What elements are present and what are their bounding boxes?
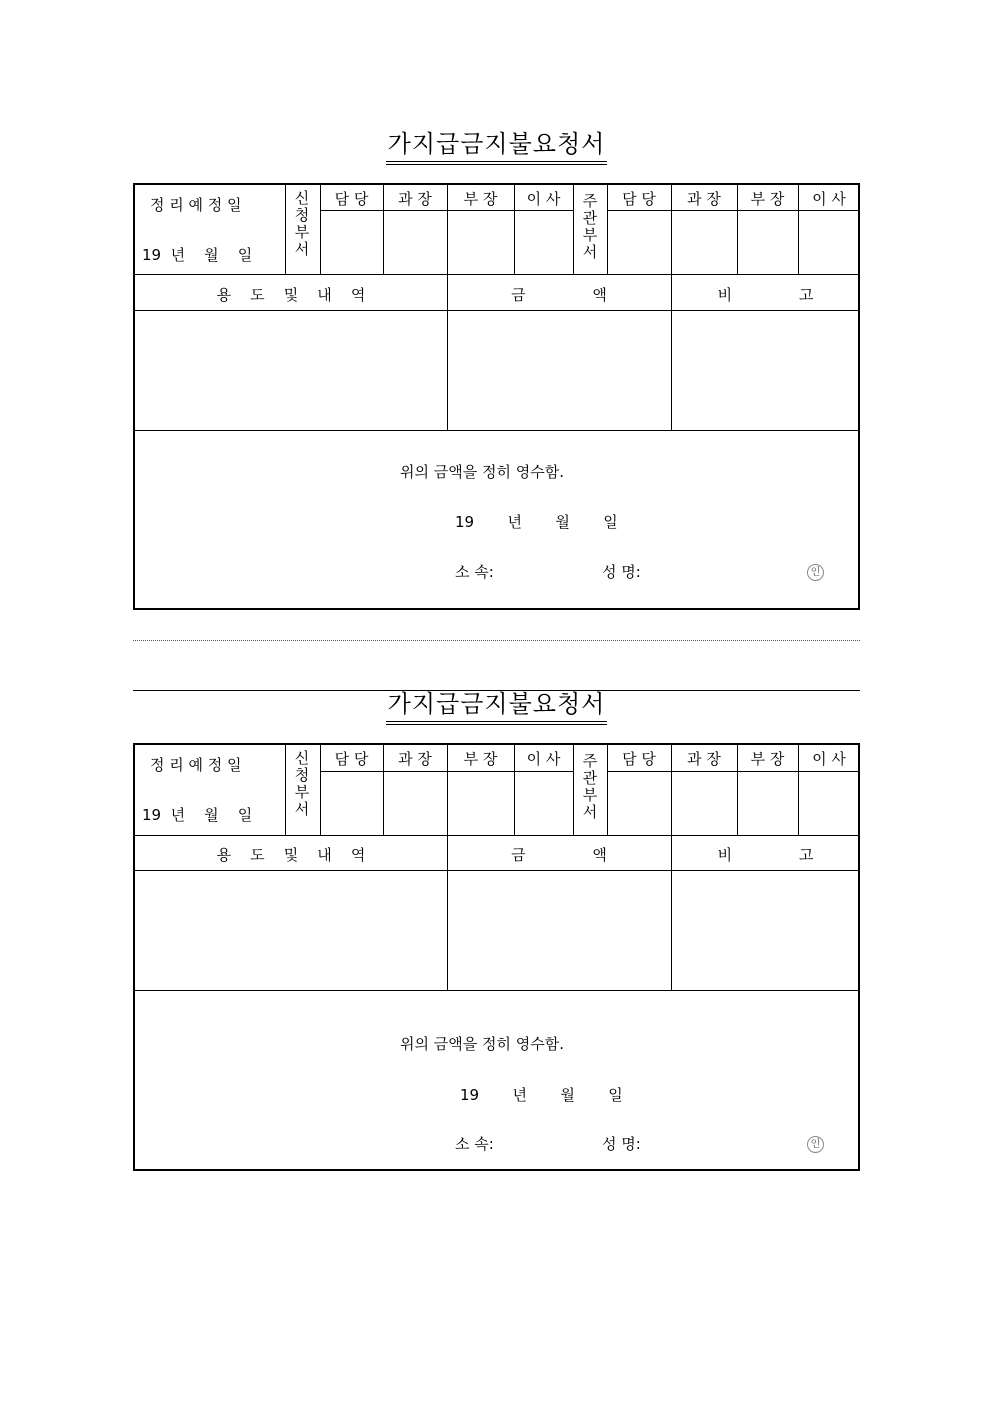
settle-date-value: 19 년 월 일 (142, 246, 253, 264)
affiliation-label: 소 속: (455, 1135, 494, 1153)
main-approval-col-3: 부 장 (750, 750, 785, 768)
form-table (133, 743, 860, 1171)
approval-col-3: 부 장 (463, 750, 498, 768)
approval-col-1: 담 당 (334, 750, 369, 768)
col-note-header: 비 고 (717, 286, 814, 304)
request-dept-label: 신 청 부 서 (294, 189, 310, 258)
main-dept-label: 주 관 부 서 (582, 192, 598, 261)
name-label: 성 명: (602, 563, 641, 581)
seal-mark: 인 (807, 564, 824, 581)
main-approval-col-1: 담 당 (622, 190, 656, 208)
approval-col-4: 이 사 (526, 190, 561, 208)
name-label: 성 명: (602, 1135, 641, 1153)
main-approval-col-2: 과 장 (687, 190, 721, 208)
settle-date-value: 19 년 월 일 (142, 806, 253, 824)
main-dept-label: 주 관 부 서 (582, 752, 598, 821)
main-approval-col-2: 과 장 (687, 750, 721, 768)
approval-col-2: 과 장 (398, 750, 432, 768)
main-approval-col-4: 이 사 (812, 750, 846, 768)
form-title: 가지급금지불요청서 (386, 130, 608, 165)
affiliation-label: 소 속: (455, 563, 494, 581)
main-approval-col-1: 담 당 (622, 750, 656, 768)
approval-col-2: 과 장 (398, 190, 432, 208)
receipt-text: 위의 금액을 정히 영수함. (400, 1035, 564, 1053)
settle-date-label: 정 리 예 정 일 (150, 756, 242, 774)
cut-line (133, 640, 860, 641)
form-table (133, 183, 860, 610)
main-approval-col-3: 부 장 (750, 190, 785, 208)
receipt-date: 19 년 월 일 (460, 1086, 623, 1104)
form-title: 가지급금지불요청서 (386, 690, 608, 725)
main-approval-col-4: 이 사 (812, 190, 846, 208)
col-usage-header: 용 도 및 내 역 (216, 846, 366, 864)
approval-col-1: 담 당 (334, 190, 369, 208)
col-usage-header: 용 도 및 내 역 (216, 286, 366, 304)
settle-date-label: 정 리 예 정 일 (150, 196, 242, 214)
receipt-text: 위의 금액을 정히 영수함. (400, 463, 564, 481)
approval-col-4: 이 사 (526, 750, 561, 768)
col-amount-header: 금 액 (511, 286, 607, 304)
col-note-header: 비 고 (717, 846, 814, 864)
approval-col-3: 부 장 (463, 190, 498, 208)
col-amount-header: 금 액 (511, 846, 607, 864)
request-dept-label: 신 청 부 서 (294, 749, 310, 818)
receipt-date: 19 년 월 일 (455, 513, 618, 531)
seal-mark: 인 (807, 1136, 824, 1153)
